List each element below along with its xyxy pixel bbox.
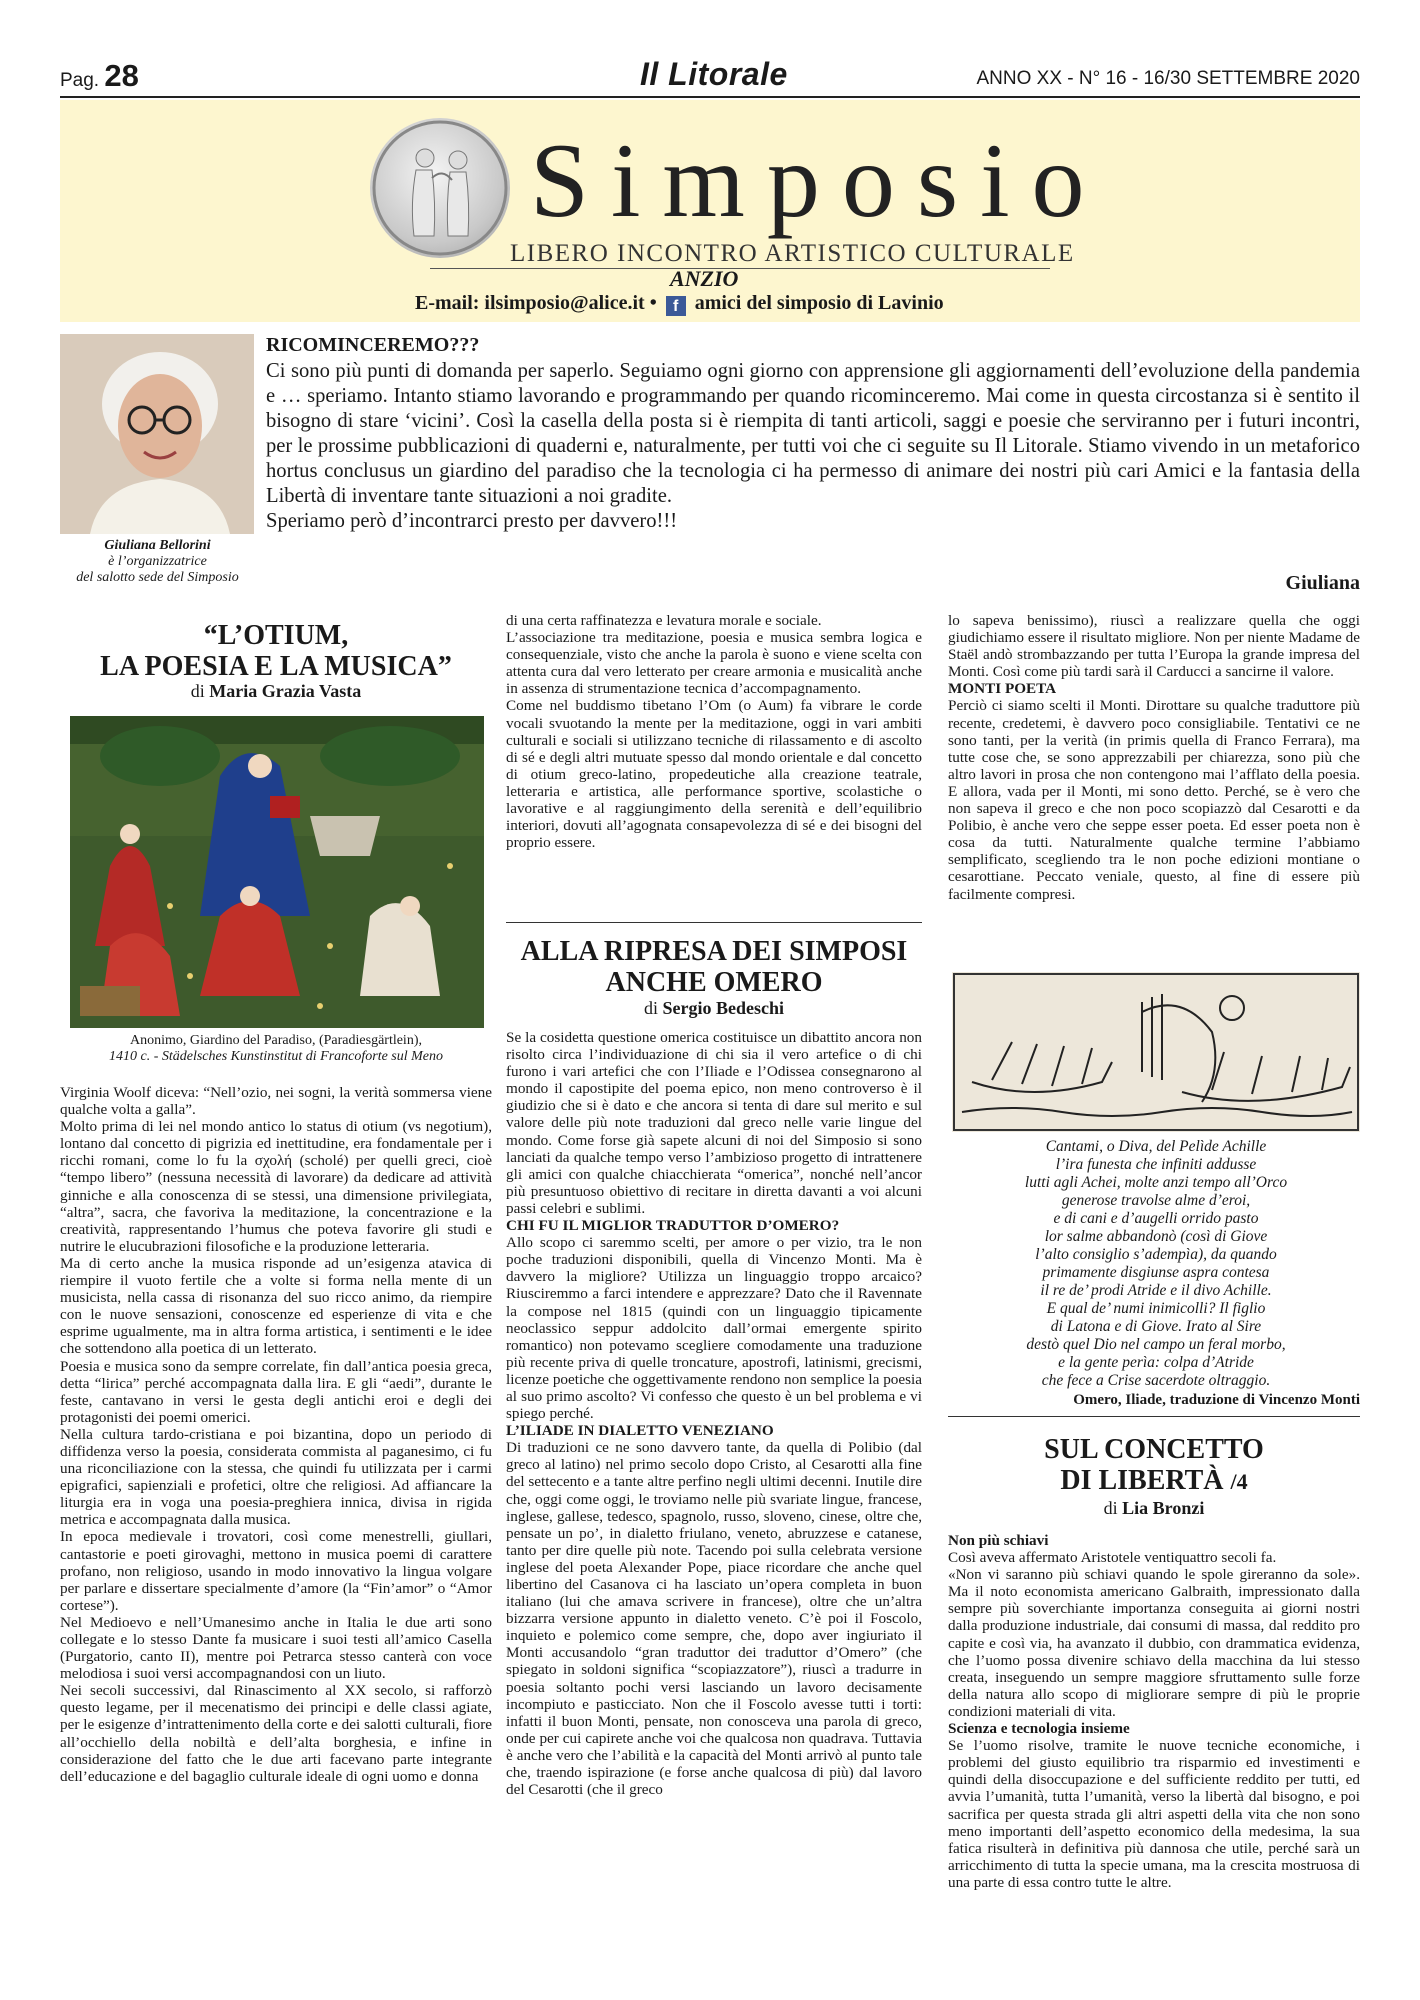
photo-caption [55, 538, 260, 586]
paragraph: Nel Medioevo e nell’Umanesimo anche in Italia le due arti sono collegate e lo stesso Dante fa musicare i suoi testi all’amico Casella (Purgatorio, canto II), mentre poi Petrarca stesso canterà con voce melodiosa i suoi versi accompagnandosi con un liuto. [60, 1613, 492, 1683]
subheading: Scienza e tecnologia insieme [948, 1720, 1130, 1738]
portrait-photo [60, 334, 254, 534]
paragraph: Se l’uomo risolve, tramite le nuove tecniche economiche, i problemi del giusto equilibrio tra risparmio ed investimenti e quindi della disoccupazione e del sufficiente reddito per tutti, ed avvia l’umanità, tutta l’umanità, verso la libertà dal bisogno, e poi sacrifica per questa strada gli altri aspetti della vita che non sono meno importanti dell’aspetto economico della medesima, la sua fatica risulterà in definitiva più dannosa che utile, perché sarà un arricchimento di tutta la specie umana, ma la crescita mostruosa di una parte di essa contro tutte le altre. [948, 1737, 1360, 1891]
simposio-subtitle: LIBERO INCONTRO ARTISTICO CULTURALE [510, 240, 1075, 267]
poem-line: lutti agli Achei, molte anzi tempo all’Orco [1024, 1174, 1288, 1191]
subheading: MONTI POETA [948, 680, 1057, 698]
intro-body: Ci sono più punti di domanda per saperlo. Seguiamo ogni giorno con apprensione gli aggiornamenti dell’evoluzione della pandemia e … speriamo. Intanto stiamo lavorando e programmando per quando ricominceremo. Mai come in questa circostanza si è sentito il bisogno di stare ‘vicini’. Così la casella della posta si è riempita di tanti articoli, saggi e poesie che serviranno per i futuri incontri, per le prossime pubblicazioni di quaderni e, naturalmente, per tutti voi che ci seguite su Il Litorale. Stiamo vivendo in un metaforico hortus conclusus un giardino del paradiso che la tecnologia ci ha permesso di animare dei nostri più cari Amici e la fantasia della Libertà di inventare tante situazioni a noi gradite. [266, 360, 1360, 507]
poem-line: Cantami, o Diva, del Pelìde Achille [1045, 1138, 1267, 1155]
poem-line: lor salme abbandonò (così di Giove [1044, 1228, 1268, 1245]
greek-medallion-logo [370, 118, 510, 258]
paragraph: Se la cosidetta questione omerica costituisce un dibattito ancora non risolto circa l’individuazione di chi sia il vero artefice o di chi furono i vari artefici che con l’Iliade e l’Odissea consegnarono al mondo il capostipite del poema epico, non meno controverso è il giudizio che si è dato e che ancora si tenta di dare sul merito e sul valore delle più note traduzioni dal greco nelle varie lingue del mondo. Come forse già sapete alcuni di noi del Simposio si sono lanciati da qualche tempo verso l’ambizioso progetto di intrattenere gli amici con qualche chiacchierata “omerica”, nonché nell’ancor più presuntuoso obiettivo di recitare in diretta davanti a voi alcuni passi celebri e sublimi. [506, 1029, 922, 1217]
section-rule [948, 1416, 1360, 1417]
paragraph: Poesia e musica sono da sempre correlate, fin dall’antica poesia greca, detta “lirica” perché accompagnata dalla lira. E gli “aedi”, durante le feste, cantavano in versi le gesta degli antichi eroi e degli dei protagonisti dei poemi omerici. [60, 1357, 492, 1426]
paragraph: In epoca medievale i trovatori, così come menestrelli, giullari, cantastorie e poeti girovaghi, mettono in musica poemi di carattere profano, non religioso, usando in modo innovativo la lingua volgare per parlare e dissertare specialmente d’amore (la “Fin’amor” o “Amor cortese”). [60, 1528, 492, 1614]
poem-line: E qual de’ numi inimicolli? Il figlio [1046, 1300, 1266, 1317]
intro-editorial [266, 334, 1360, 594]
poem-line: e di cani e d’augelli orrido pasto [1053, 1210, 1259, 1227]
title-line-2: LA POESIA E LA MUSICA” [100, 651, 452, 682]
paragraph: Virginia Woolf diceva: “Nell’ozio, nei sogni, la verità sommersa viene qualche volta a galla”. [60, 1084, 492, 1119]
paragraph: lo sapeva benissimo), riuscì a realizzare quella che oggi giudichiamo essere il risultato migliore. Non per niente Madame de Staël andò strombazzando per tutta l’Europa la grande impresa del Monti. Così come più tardi sarà il Carducci a sancirne il valore. [948, 612, 1360, 681]
header-rule [60, 96, 1360, 98]
article-otium-body [60, 1084, 492, 1785]
page-label: Pag. [60, 70, 100, 91]
simposio-title: Simposio [530, 122, 1107, 239]
paragraph: Di traduzioni ce ne sono davvero tante, da quella di Polibio (dal greco al latino) nel primo secolo dopo Cristo, al Cesarotti alla fine del settecento e a tante altre perfino negli ultimi decenni. Inutile dire che, oggi come oggi, le troviamo nelle più svariate lingue, francese, inglese, gallese, tedesco, spagnolo, russo, sloveno, cinese, oltre che, pensate un po’, in dialetto friulano, veneto, abruzzese e catanese, tanto per dire quelle più note. Tacendo poi sulla celebrata versione inglese del poeta Alexander Pope, piace ricordare che anche quel libertino del Casanova ci ha lasciato un’opera completa in buon italiano (lui che amava scrivere in francese), oltre che un’altra bizzarra versione appunto in dialetto veneto. C’è poi il Foscolo, inquieto e polemico come sempre, che, dopo aver ingiuriato il Monti accusandolo “gran traduttor dei traduttor d’Omero” (che spiegato in soldoni significa “scopiazzatore”), riuscì a tradurre in poesia soltanto pochi versi lasciando un lavoro decisamente incompiuto e pasticciato. Non che il Foscolo avesse tutti i torti: infatti il buon Monti, pensate, non conosceva una parola di greco, onde per cui capirete anche voi che qualcosa non quadrava. Tuttavia è anche vero che l’abilità e la capacità del Monti arrivò al punto tale che, traendo ispirazione (e forse anche qualcosa di più) dal lavoro del Cesarotti (che il greco [506, 1439, 922, 1799]
author-name: Lia Bronzi [1122, 1498, 1205, 1518]
poem-line: generose travolse alme d’eroi, [1061, 1192, 1251, 1209]
poem-line: primamente disgiunse aspra contesa [1042, 1264, 1270, 1281]
article-otium-title [60, 620, 492, 682]
title-line-1: SUL CONCETTO [1044, 1434, 1264, 1465]
poem-line: che fece a Crise sacerdote oltraggio. [1041, 1372, 1271, 1389]
title-line-1: ALLA RIPRESA DEI SIMPOSI [520, 936, 908, 967]
paragraph: Ma di certo anche la musica risponde ad un’esigenza atavica di riempire il vuoto fertile che a volte si forma nella mente di un musicista, nella cassa di risonanza del suo ricco animo, da riempire con le nuove sensazioni, conoscenze ed esperienze di vita e che esprime ugualmente, ma in altra forma artistica, i sentimenti e le idee che sottendono alla poetica di un letterato. [60, 1254, 492, 1358]
article-omero-continuation [948, 612, 1360, 903]
caption-role: è l’organizzatrice [108, 554, 207, 569]
intro-title: RICOMINCEREMO??? [266, 334, 480, 356]
iliad-poem [952, 1138, 1360, 1390]
paragraph: Molto prima di lei nel mondo antico lo status di otium (vs negotium), lontano dal concetto di pigrizia ed inettitudine, era fondamentale per i ricchi romani, come lo fu la σχολή (scholé) per quelli greci, cioè “tempo libero” (nessuna necessità di lavorare) da dedicare ad attività ginniche e alla conoscenza di se stessi, una dimensione privilegiata, “altra”, sacra, che favoriva la meditazione, la concentrazione e la creatività, rappresentando l’humus che poteva favorire gli studi e nutrire le elucubrazioni filosofiche e la produzione letteraria. [60, 1118, 492, 1255]
painting-caption-line-2: 1410 c. - Städelsches Kunstinstitut di Francoforte sul Meno [108, 1049, 444, 1064]
facebook-icon: f [666, 296, 686, 316]
author-name: Maria Grazia Vasta [209, 681, 362, 701]
paragraph: Perciò ci siamo scelti il Monti. Dirottare su qualche traduttore più recente, credetemi, è davvero poco consigliabile. Tentativi ce ne sono tanti, per la verità (in primis quella di Franco Ferrara), ma tutte cose che, se sono apprezzabili per chiarezza, sono più che altro lavori in prosa che non contengono mai l’afflato della poesia. E allora, vada per il Monti, mi sono detto. Perché, se è vero che non sapeva il greco e che non poco scopiazzò dal Cesarotti e da Polibio, è anche vero che seppe esser poeta. Ed esser poeta non è cosa da tutti. Naturalmente qualche termine l’abbiamo semplificato, scegliendo tra le non poche edizioni montiane o cesarottiane. Peccato veniale, questo, al fine di essere più facilmente compresi. [948, 697, 1360, 903]
facebook-page: amici del simposio di Lavinio [694, 292, 944, 314]
article-omero-byline [506, 998, 922, 1019]
by-prefix: di [190, 681, 205, 701]
article-liberta-title [948, 1434, 1360, 1497]
poem-line: l’ira funesta che infiniti addusse [1055, 1156, 1257, 1173]
intro-closing: Speriamo però d’incontrarci presto per davvero!!! [266, 510, 678, 532]
by-prefix: di [1103, 1498, 1118, 1518]
article-otium-continuation [506, 612, 922, 851]
poem-line: destò quel Dio nel campo un feral morbo, [1026, 1336, 1286, 1353]
paragraph: Nei secoli successivi, dal Rinascimento al XX secolo, si rafforzò questo legame, per il mecenatismo dei principi e delle classi agiate, per le esigenze d’intrattenimento della corte e dei salotti culturali, fiore all’occhiello della nobiltà e dell’alta borghesia, e infine in considerazione del fatto che le due arti facevano parte integrante dell’educazione e del bagaglio culturale ideale di ogni uomo e donna [60, 1682, 492, 1785]
article-liberta-byline [948, 1498, 1360, 1519]
by-prefix: di [643, 998, 658, 1018]
paragraph: Allo scopo ci saremmo scelti, per amore o per vizio, tra le non poche traduzioni disponibili, quella di Vincenzo Monti. Ma è davvero la migliore? Utilizza un linguaggio troppo arcaico? Riusciremmo a farci intendere e apprezzare? Dato che il Ravennate la compose nel 1815 (quindi con un linguaggio tipicamente neoclassico seppur addolcito dall’ormai emergente spirito romantico) non potevamo scegliere comodamente una traduzione più recente priva di quelle troncature, apostrofi, latinismi, grecismi, licenze poetiche che oggettivamente rendono non semplice la poesia al suo primo ascolto? Vi confesso che questo è un bel problema e vi spiego perché. [506, 1234, 922, 1423]
article-liberta-body [948, 1532, 1360, 1891]
title-line-2-text: DI LIBERTÀ [1060, 1465, 1224, 1496]
poem-line: di Latona e di Giove. Irato al Sire [1050, 1318, 1262, 1335]
paragraph: Nella cultura tardo-cristiana e poi bizantina, dopo un periodo di diffidenza verso la poesia, considerata commista al paganesimo, ci fu una riconciliazione con la stessa, che quindi fu utilizzata per i carmi epigrafici, sapienziali e profetici, oltre che religiosi. Ad affiancare la liturgia era in voga una poesia-preghiera innica, divisa in rigida metrica e accompagnata dalla musica. [60, 1425, 492, 1529]
author-name: Sergio Bedeschi [662, 998, 784, 1018]
article-otium-byline [60, 681, 492, 702]
paragraph: «Non vi saranno più schiavi quando le spole gireranno da sole». Ma il noto economista americano Galbraith, impressionato dalla sempre più soverchiante importanza conseguita ai giorni nostri dalla produzione industriale, dai consumi di massa, dal reddito pro capite e così via, ha avanzato il dubbio, con drammatica evidenza, che l’uomo possa divenire schiavo della macchina da lui stesso creata, inseguendo un sempre maggiore sfruttamento sulle forze della natura allo scopo di migliorare sempre di più le proprie condizioni materiali di vita. [948, 1566, 1360, 1720]
poem-line: e la gente perìa: colpa d’Atride [1058, 1354, 1254, 1371]
greek-ships-woodcut [952, 972, 1360, 1132]
contact-line [415, 292, 944, 316]
title-line-2 [948, 1465, 1360, 1497]
issue-info: ANNO XX - N° 16 - 16/30 SETTEMBRE 2020 [976, 68, 1360, 89]
paragraph: Come nel buddismo tibetano l’Om (o Aum) fa vibrare le corde vocali svuotando la mente per la meditazione, oggi in vari ambiti culturali e sociali si utilizzano tecniche di rilassamento e di ascolto di sé e degli altri mutuate spesso dal mondo orientale e dal concetto di otium greco-latino, propedeutiche alla creazione teatrale, letteraria e artistica, alle performance sportive, scolastiche o lavorative e al raggiungimento della serenità e dell’equilibrio interiori, dovuti all’agognata consapevolezza di sé e dei bisogni del proprio essere. [506, 697, 922, 852]
intro-signature: Giuliana [1285, 572, 1360, 594]
page-number-value: 28 [104, 58, 139, 93]
simposio-banner [60, 100, 1360, 322]
garden-of-paradise-painting [70, 716, 484, 1028]
page-header [60, 56, 1360, 96]
newspaper-name: Il Litorale [640, 56, 788, 92]
poem-line: l’alto consiglio s’adempìa), da quando [1035, 1246, 1277, 1263]
painting-caption [60, 1033, 492, 1065]
article-omero-body [506, 1029, 922, 1798]
banner-rule [430, 268, 1050, 269]
caption-place: del salotto sede del Simposio [76, 570, 239, 585]
paragraph: Così aveva affermato Aristotele ventiquattro secoli fa. [948, 1549, 1277, 1567]
place-name: ANZIO [670, 266, 739, 291]
title-part-number: /4 [1230, 1469, 1248, 1494]
poem-line: il re de’ prodi Atride e il divo Achille. [1040, 1282, 1272, 1299]
subheading: Non più schiavi [948, 1532, 1049, 1549]
subheading: L’ILIADE IN DIALETTO VENEZIANO [506, 1422, 774, 1440]
painting-caption-line-1: Anonimo, Giardino del Paradiso, (Paradiesgärtlein), [130, 1033, 422, 1048]
title-line-2: ANCHE OMERO [605, 967, 823, 998]
email-text: E-mail: ilsimposio@alice.it • [415, 292, 657, 314]
caption-name: Giuliana Bellorini [104, 538, 211, 553]
poem-source: Omero, Iliade, traduzione di Vincenzo Monti [1073, 1392, 1360, 1408]
paragraph: di una certa raffinatezza e levatura morale e sociale. [506, 612, 822, 629]
title-line-1: “L’OTIUM, [203, 620, 349, 651]
article-omero-title [506, 936, 922, 998]
subheading: CHI FU IL MIGLIOR TRADUTTOR D’OMERO? [506, 1217, 840, 1235]
section-rule [506, 922, 922, 923]
paragraph: L’associazione tra meditazione, poesia e musica sembra logica e consequenziale, visto che anche la parola è suono e viene scelta con attenta cura dal vero letterato per creare armonia e musicalità anche in assenza di strumentazione tecnica d’accompagnamento. [506, 629, 922, 698]
page-number [60, 58, 139, 94]
